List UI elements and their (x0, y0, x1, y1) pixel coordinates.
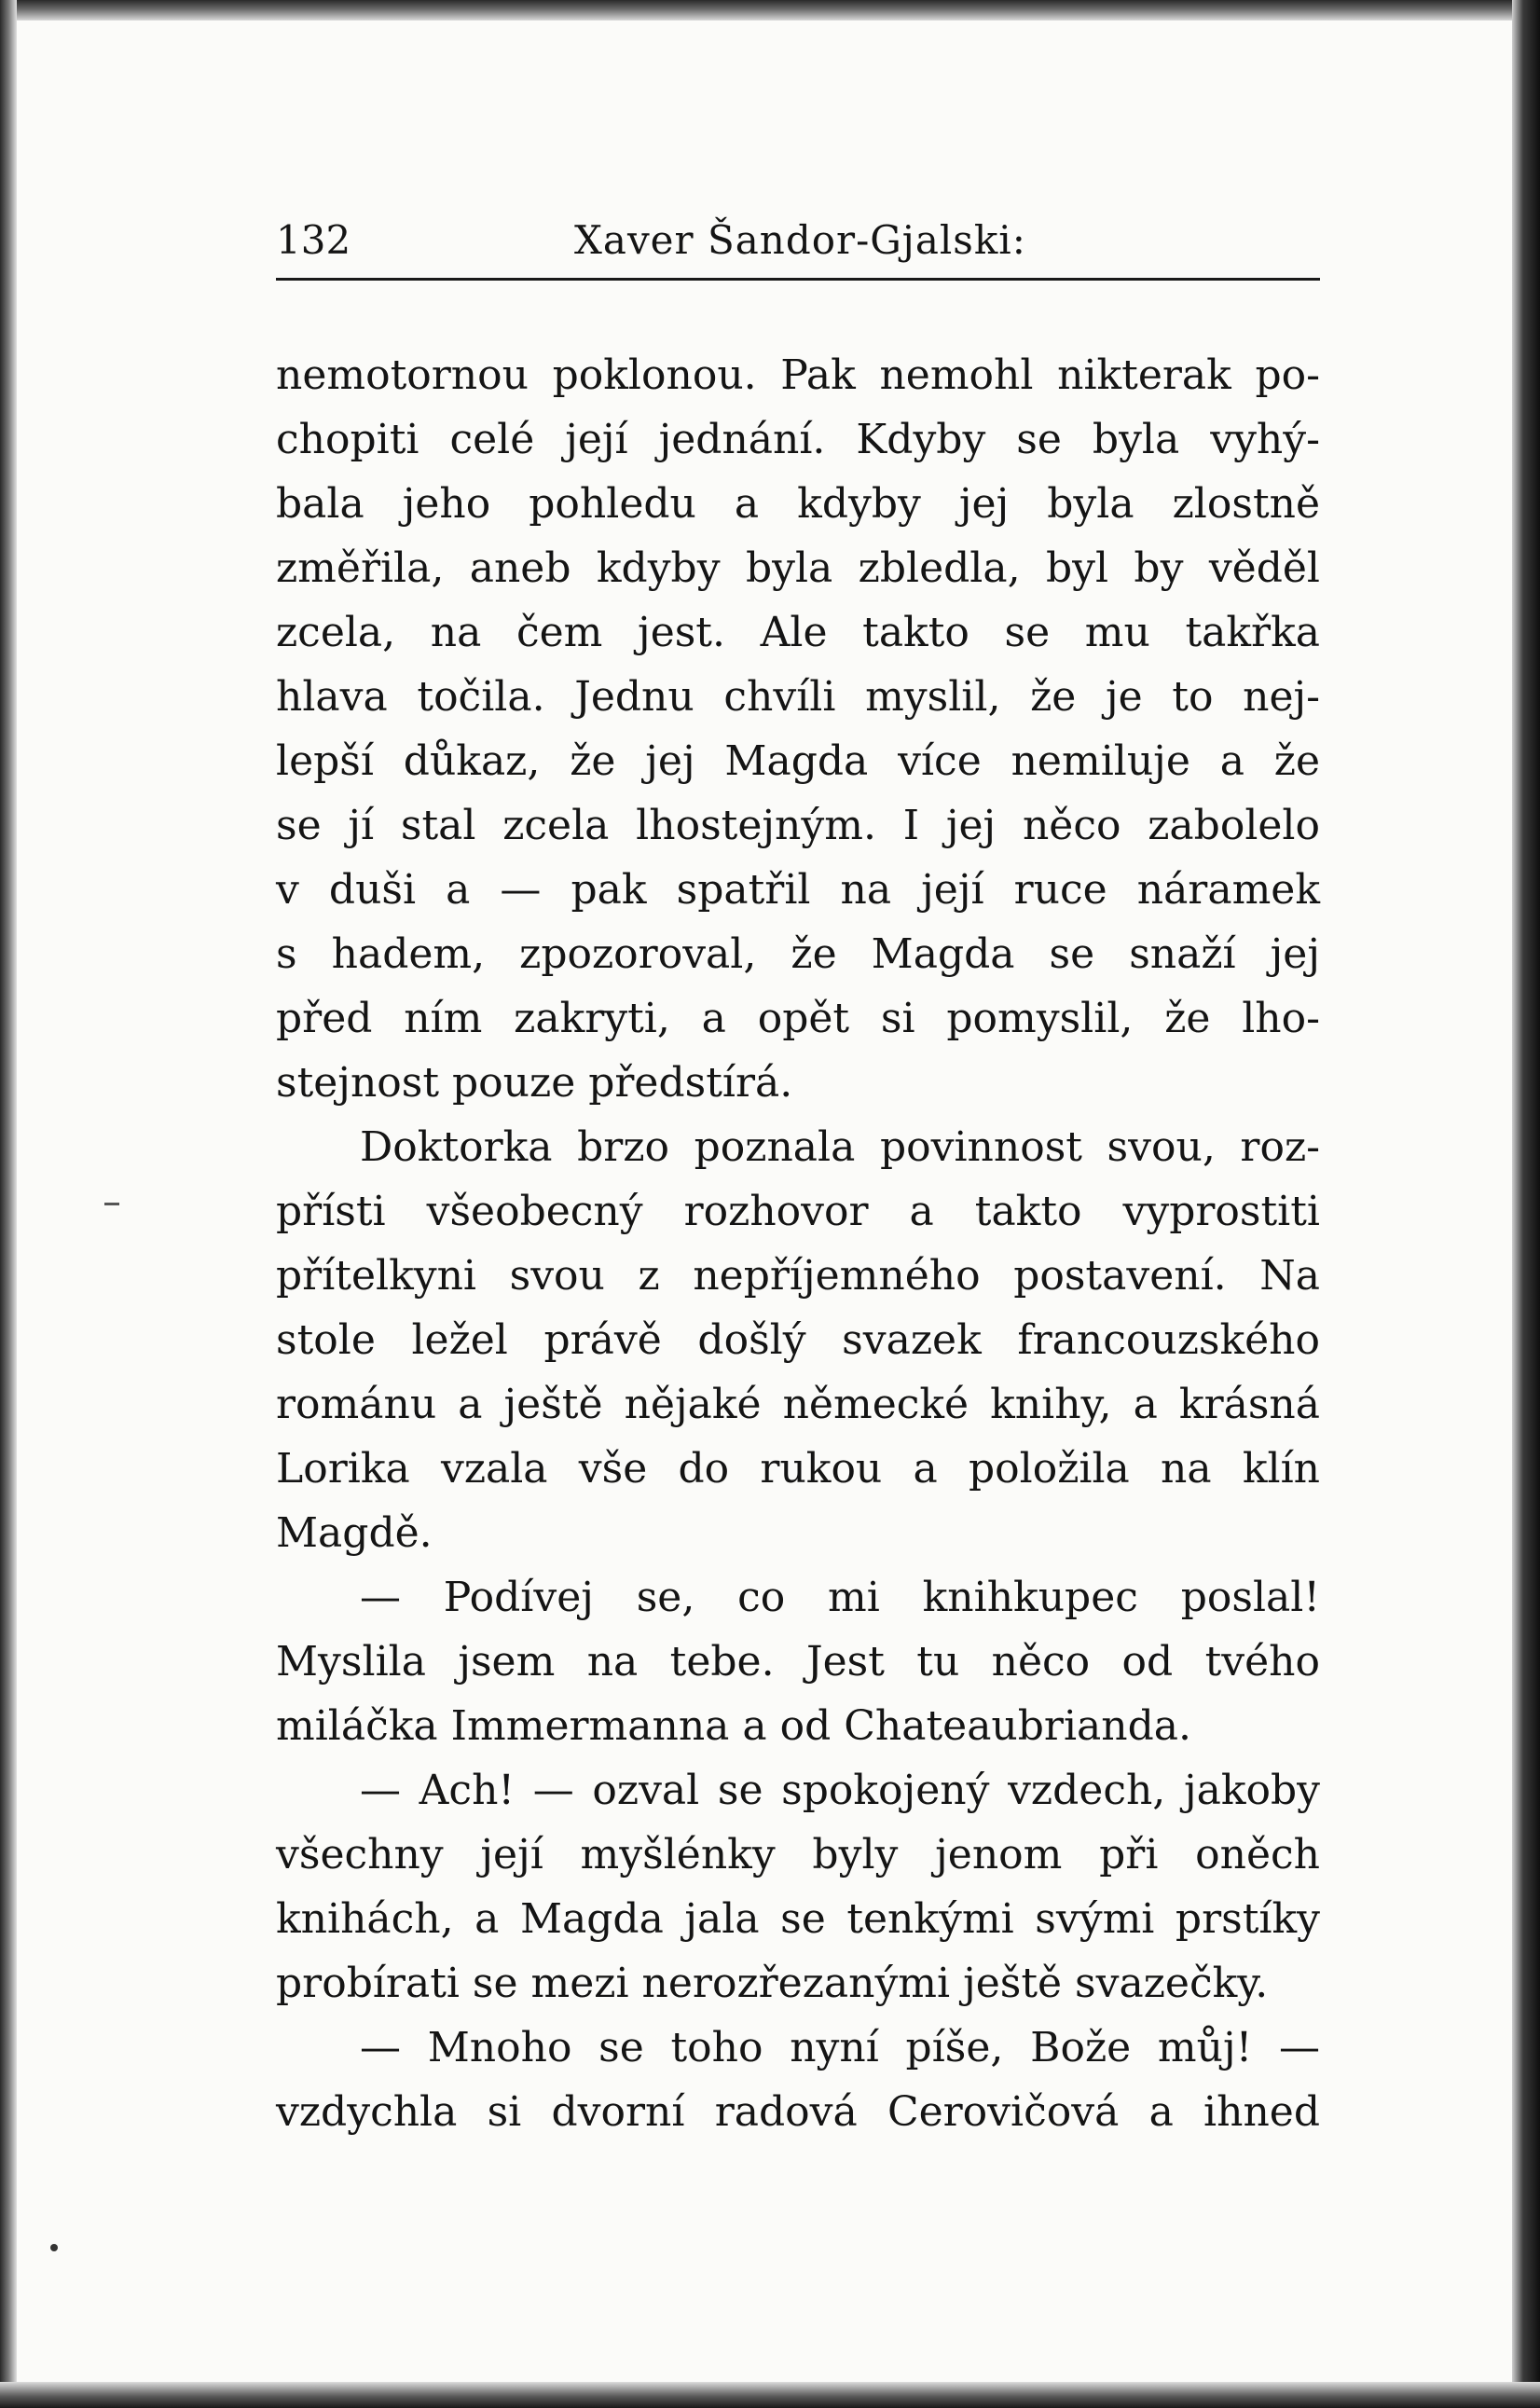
text-line: — Podívej se, co mi knihkupec poslal! (360, 1574, 1320, 1621)
text-line: vzdychla si dvorní radová Cerovičová a ihned (276, 2088, 1320, 2136)
scan-speck (50, 2244, 58, 2251)
body-text (276, 343, 1320, 2144)
scan-speck (104, 1203, 119, 1205)
text-line: přítelkyni svou z nepříjemného postavení. Na (276, 1252, 1320, 1300)
text-line: chopiti celé její jednání. Kdyby se byla vyhý- (276, 416, 1320, 463)
text-line: s hadem, zpozoroval, že Magda se snaží jej (276, 930, 1320, 978)
text-line: v duši a — pak spatřil na její ruce náramek (276, 866, 1320, 914)
text-line: Magdě. (276, 1509, 433, 1557)
text-line: před ním zakryti, a opět si pomyslil, že lho- (276, 995, 1320, 1042)
text-line: všechny její myšlénky byly jenom při oněch (276, 1831, 1320, 1878)
text-line: zcela, na čem jest. Ale takto se mu takřka (276, 609, 1320, 656)
scan-border-top (0, 0, 1540, 21)
text-line: stejnost pouze předstírá. (276, 1059, 793, 1107)
text-line: stole ležel právě došlý svazek francouzského (276, 1316, 1320, 1364)
text-line: románu a ještě nějaké německé knihy, a krásná (276, 1381, 1320, 1428)
page-number: 132 (276, 217, 351, 263)
text-line: knihách, a Magda jala se tenkými svými prstíky (276, 1895, 1320, 1943)
text-line: se jí stal zcela lhostejným. I jej něco zabolelo (276, 802, 1320, 849)
scan-border-left (0, 0, 17, 2408)
text-line: — Ach! — ozval se spokojený vzdech, jakoby (360, 1767, 1320, 1814)
text-line: změřila, aneb kdyby byla zbledla, byl by věděl (276, 544, 1320, 592)
text-line: Lorika vzala vše do rukou a položila na klín (276, 1445, 1320, 1493)
running-title: Xaver Šandor-Gjalski: (574, 217, 1026, 263)
text-line: přísti všeobecný rozhovor a takto vyprostiti (276, 1188, 1320, 1235)
running-head (276, 213, 1320, 268)
text-line: lepší důkaz, že jej Magda více nemiluje a že (276, 737, 1320, 785)
text-line: hlava točila. Jednu chvíli myslil, že je to nej- (276, 673, 1320, 721)
text-line: bala jeho pohledu a kdyby jej byla zlostně (276, 480, 1320, 528)
text-line: nemotornou poklonou. Pak nemohl nikterak po- (276, 351, 1320, 399)
header-rule (276, 278, 1320, 281)
scan-border-right (1512, 0, 1540, 2408)
scan-border-bottom (0, 2382, 1540, 2408)
text-line: — Mnoho se toho nyní píše, Bože můj! — (360, 2024, 1320, 2071)
text-line: miláčka Immermanna a od Chateaubrianda. (276, 1702, 1191, 1750)
text-line: Doktorka brzo poznala povinnost svou, roz- (360, 1123, 1320, 1171)
text-line: Myslila jsem na tebe. Jest tu něco od tvého (276, 1638, 1320, 1686)
text-line: probírati se mezi nerozřezanými ještě svazečky. (276, 1960, 1269, 2007)
